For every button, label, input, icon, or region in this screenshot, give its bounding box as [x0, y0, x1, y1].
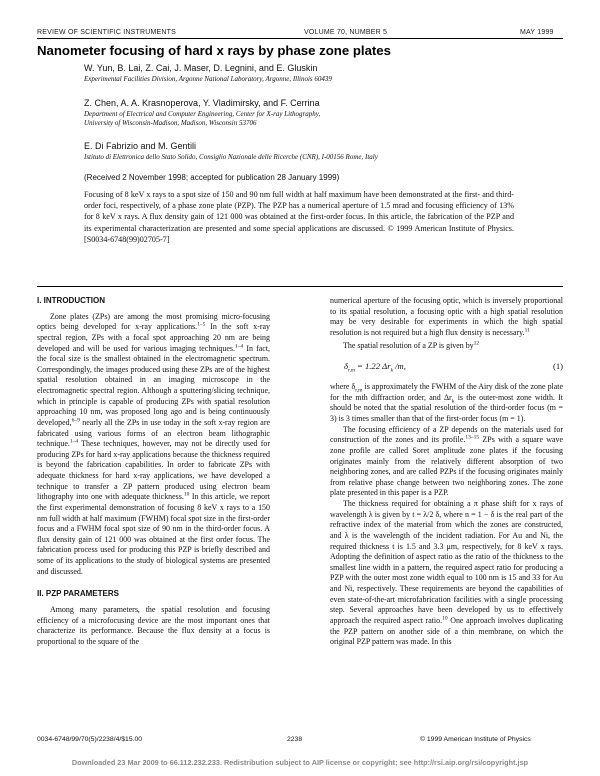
authors-group-1: W. Yun, B. Lai, Z. Cai, J. Maser, D. Legnini, and E. Gluskin: [84, 63, 318, 73]
authors-group-3: E. Di Fabrizio and M. Gentili: [84, 141, 197, 151]
page-number: 2238: [287, 736, 303, 743]
right-paragraph-1: numerical aperture of the focusing optic, which is inversely proportional to its spatial resolution, a focusing optic with a high spatial resolution may be very desirable for experiments in which the high spatial resolution is not required but a high flux density is necessary.$^{11}$: [330, 296, 563, 337]
section-introduction-heading: I. INTRODUCTION: [37, 296, 105, 305]
efficiency-paragraph: The focusing efficiency of a ZP depends on the materials used for construction of the zones and its profile.$^{13-15}$ ZPs with a square wave zone profile are called Soret amplitude zone plates if the focusing originates mainly from the relatively different absorption of two neighboring zones, and are called PZPs if the focusing originates mainly from relative phase change between two neighboring zones. The zone plate presented in this paper is a PZP.: [330, 424, 563, 498]
journal-name: REVIEW OF SCIENTIFIC INSTRUMENTS: [37, 29, 177, 36]
affiliation-3: Istituto di Elettronica dello Stato Solido, Consiglio Nazionale delle Ricerche (CNR), I-00156 Rome, Italy: [84, 153, 378, 161]
download-notice: Downloaded 23 Mar 2009 to 66.112.232.233. Redistribution subject to AIP license or copyright; see http://rsi.aip.org/rsi/copyright.jsp: [71, 758, 529, 767]
pzp-parameters-paragraph: Among many parameters, the spatial resolution and focusing efficiency of a microfocusing device are the most important ones that characterize its performance. Because the flux density at a focus is proportional to the square of the: [37, 604, 270, 646]
resolution-explanation: where $\delta_{r,m}$ is approximately the FWHM of the Airy disk of the zone plate for the mth diffraction order, and $\Delta r_k$ is the outer-most zone width. It should be noted that the spatial resolution of the third-order focus (m = 3) is 3 times smaller than that of the first-order focus (m = 1).: [330, 382, 563, 423]
authors-group-2: Z. Chen, A. A. Krasnoperova, Y. Vladimirsky, and F. Cerrina: [84, 98, 320, 108]
abstract-rule: [37, 286, 563, 287]
equation-number: (1): [552, 361, 563, 372]
intro-paragraph: Zone plates (ZPs) are among the most promising micro-focusing optics being developed for x-ray applications.$^{1-5}$ In the soft x-ray spectral region, ZPs with a focal spot approaching 20 nm are being developed and will be used for various imaging techniques.$^{1-4}$ In fact, the focal size is the smallest obtained in the electromagnetic spectrum. Correspondingly, the images produced using these ZPs are of the highest spatial resolution obtained in an imaging microscope in the electromagnetic spectral region. Although a sputtering/slicing technique, which in principle is capable of producing ZPs with spatial resolution approaching 10 nm, was proposed long ago and is being continuously developed,$^{6-9}$ nearly all the ZPs in use today in the soft x-ray region are fabricated using various forms of an electron beam lithographic technique.$^{1-4}$ These techniques, however, may not be directly used for producing ZPs for hard x-ray applications because the thickness required is beyond the fabrication capabilities. In order to fabricate ZPs with adequate thickness for hard x-ray applications, we have developed a technique to transfer a ZP pattern produced using electron beam lithography into one with adequate thickness.$^{10}$ In this article, we report the first experimental demonstration of focusing 8 keV x rays to a 150 nm full width at half maximum (FWHM) focal spot size in the first-order focus and a FWHM focal spot size of 90 nm in the third-order focus. A flux density gain of 121 000 was obtained at the first order focus. The fabrication process used for producing this PZP is briefly described and some of its applications to the study of biological systems are presented and discussed.: [37, 311, 270, 576]
abstract: Focusing of 8 keV x rays to a spot size of 150 and 90 nm full width at half maximum have been demonstrated at the first- and third-order foci, respectively, of a phase zone plate (PZP). The PZP has a numerical aperture of 1.5 mrad and focusing efficiency of 13% for 8 keV x rays. A flux density gain of 121 000 was obtained at the first-order focus. In this article, the fabrication of the PZP and its experimental characterization are presented and some special applications are discussed. © 1999 American Institute of Physics. [S0034-6748(99)02705-7]: [84, 190, 514, 244]
left-column: [37, 296, 270, 647]
thickness-paragraph: The thickness required for obtaining a π phase shift for x rays of wavelength λ is given by t = λ/2 δ, where n = 1 − δ is the real part of the refractive index of the material from which the zones are constructed, and λ is the wavelength of the incident radiation. For Au and Ni, the required thickness t is 1.5 and 3.3 μm, respectively, for 8 keV x rays. Adopting the definition of aspect ratio as the ratio of the thickness to the smallest line width in a pattern, the required aspect ratio for producing a PZP with the outer most zone width equal to 100 nm is 15 and 33 for Au and Ni, respectively. These requirements are beyond the capabilities of even state-of-the-art microfabrication facilities with a single processing step. Several approaches have been developed by us to effectively approach the required aspect ratio.$^{10}$ One approach involves duplicating the PZP pattern on another side of a thin membrane, on which the original PZP pattern was made. In this: [330, 499, 564, 647]
resolution-intro: The spatial resolution of a ZP is given $by^{12}$: [343, 339, 480, 350]
equation-1: $\delta_{r,m} = 1.22$ $\Delta r_k$ /m, (1): [344, 361, 563, 374]
section-pzp-parameters-heading: II. PZP PARAMETERS: [37, 589, 119, 599]
article-code: 0034-6748/99/70(5)/2238/4/$15.00: [37, 736, 143, 743]
copyright: © 1999 American Institute of Physics: [420, 736, 531, 743]
article-title: Nanometer focusing of hard x rays by phase zone plates: [37, 43, 391, 58]
header-rule: [37, 38, 563, 39]
received-dates: (Received 2 November 1998; accepted for publication 28 January 1999): [84, 173, 340, 182]
affiliation-1: Experimental Facilities Division, Argonne National Laboratory, Argonne, Illinois 60439: [84, 75, 332, 83]
right-column: [330, 296, 563, 648]
volume-info: VOLUME 70, NUMBER 5: [304, 29, 388, 36]
affiliation-2-line-1: Department of Electrical and Computer Engineering, Center for X-ray Lithography,: [84, 110, 321, 118]
issue-date: MAY 1999: [520, 29, 554, 36]
affiliation-2-line-2: University of Wisconsin-Madison, Madison, Wisconsin 53706: [84, 119, 257, 127]
